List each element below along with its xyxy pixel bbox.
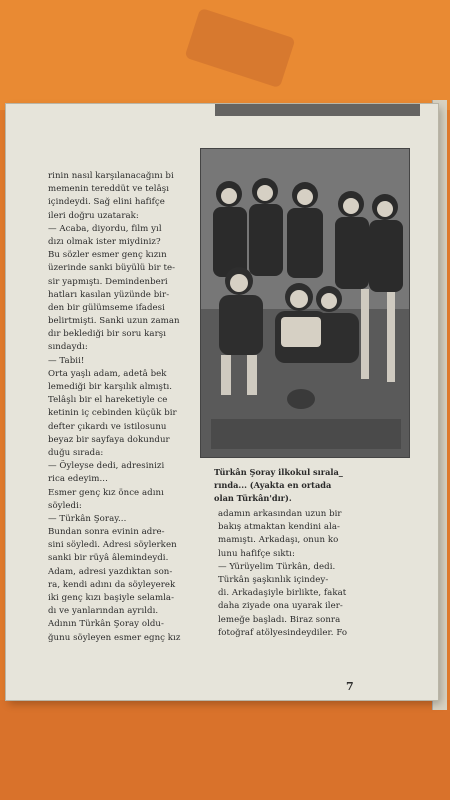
caption-line: Türkân Şoray ilkokul sırala_	[214, 467, 343, 477]
text-line: beyaz bir sayfaya dokundur	[48, 434, 170, 445]
caption-line: rında... (Ayakta en ortada	[214, 480, 332, 491]
text-line: fotoğraf atölyesindeydiler. Fo	[218, 627, 348, 638]
right-text-column	[218, 508, 368, 640]
text-line: lunu hafifçe sıktı:	[218, 548, 295, 559]
text-line: rinin nasıl karşılanacağını bi	[48, 171, 174, 181]
text-line: ra, kendi adını da söyleyerek	[48, 579, 176, 590]
text-line: Bundan sonra evinin adre-	[48, 527, 165, 538]
class-photo	[200, 148, 410, 458]
text-line: üzerinde sanki büyülü bir te-	[48, 263, 176, 274]
background-bottom	[0, 700, 450, 800]
text-line: Türkân şaşkınlık içindey-	[218, 574, 329, 585]
text-line: iki genç kızı başiyle selamla-	[48, 593, 175, 603]
text-line: — Tabii!	[48, 355, 85, 366]
text-line: — Türkân Şoray...	[48, 513, 127, 524]
text-line: daha ziyade ona uyarak iler-	[218, 601, 343, 612]
text-line: dızı olmak ister miydiniz?	[48, 236, 161, 247]
text-line: lemediği bir karşılık almıştı.	[48, 382, 173, 392]
text-line: bakış atmaktan kendini ala-	[218, 522, 340, 533]
text-line: sir yapmıştı. Demindenberi	[48, 276, 168, 287]
text-line: ğunu söyleyen esmer egnç kız	[48, 632, 181, 643]
text-line: rica edeyim...	[48, 474, 108, 485]
top-strip	[215, 104, 420, 116]
text-line: den bir gülümseme ifadesi	[48, 302, 165, 313]
text-line: dı ve yanlarından ayrıldı.	[48, 606, 159, 617]
text-line: sanki bir rüyâ âlemindeydi.	[48, 553, 169, 564]
text-line: ketinin iç cebinden küçük bir	[48, 408, 177, 419]
caption-line: olan Türkân'dır).	[214, 493, 292, 504]
text-line: duğu sırada:	[48, 447, 104, 458]
left-text-column	[48, 170, 208, 645]
text-line: sini söyledi. Adresi söylerken	[48, 540, 177, 551]
photo-caption	[214, 466, 409, 506]
text-line: içindeydi. Sağ elini hafifçe	[48, 197, 165, 208]
text-line: belirtmişti. Sanki uzun zaman	[48, 316, 180, 327]
text-line: ileri doğru uzatarak:	[48, 210, 139, 221]
text-line: mamıştı. Arkadaşı, onun ko	[218, 535, 339, 546]
text-line: hatları kasılan yüzünde bir-	[48, 289, 170, 300]
text-line: di. Arkadaşiyle birlikte, fakat	[218, 588, 347, 599]
text-line: defter çıkardı ve istilosunu	[48, 421, 167, 432]
text-line: memenin tereddüt ve telâşı	[48, 184, 170, 195]
text-line: — Öyleyse dedi, adresinizi	[48, 461, 165, 472]
text-line: adamın arkasından uzun bir	[218, 509, 342, 519]
text-line: Adının Türkân Şoray oldu-	[48, 619, 164, 630]
text-line: sındaydı:	[48, 342, 88, 353]
text-line: Telâşlı bir el hareketiyle ce	[48, 395, 168, 406]
text-line: Orta yaşlı adam, adetâ bek	[48, 368, 167, 379]
text-line: — Acaba, diyordu, film yıl	[48, 223, 162, 234]
text-line: Bu sözler esmer genç kızın	[48, 250, 167, 261]
page-number: 7	[346, 680, 354, 693]
photo-illustration	[201, 149, 409, 457]
text-line: dır beklediği bir soru karşı	[48, 329, 166, 340]
text-line: Esmer genç kız önce adını	[48, 487, 164, 498]
text-line: lemeğe başladı. Biraz sonra	[218, 614, 341, 625]
text-line: Adam, adresi yazdıktan son-	[48, 566, 173, 577]
text-line: söyledi:	[48, 500, 82, 511]
text-line: — Yürüyelim Türkân, dedi.	[218, 561, 336, 572]
